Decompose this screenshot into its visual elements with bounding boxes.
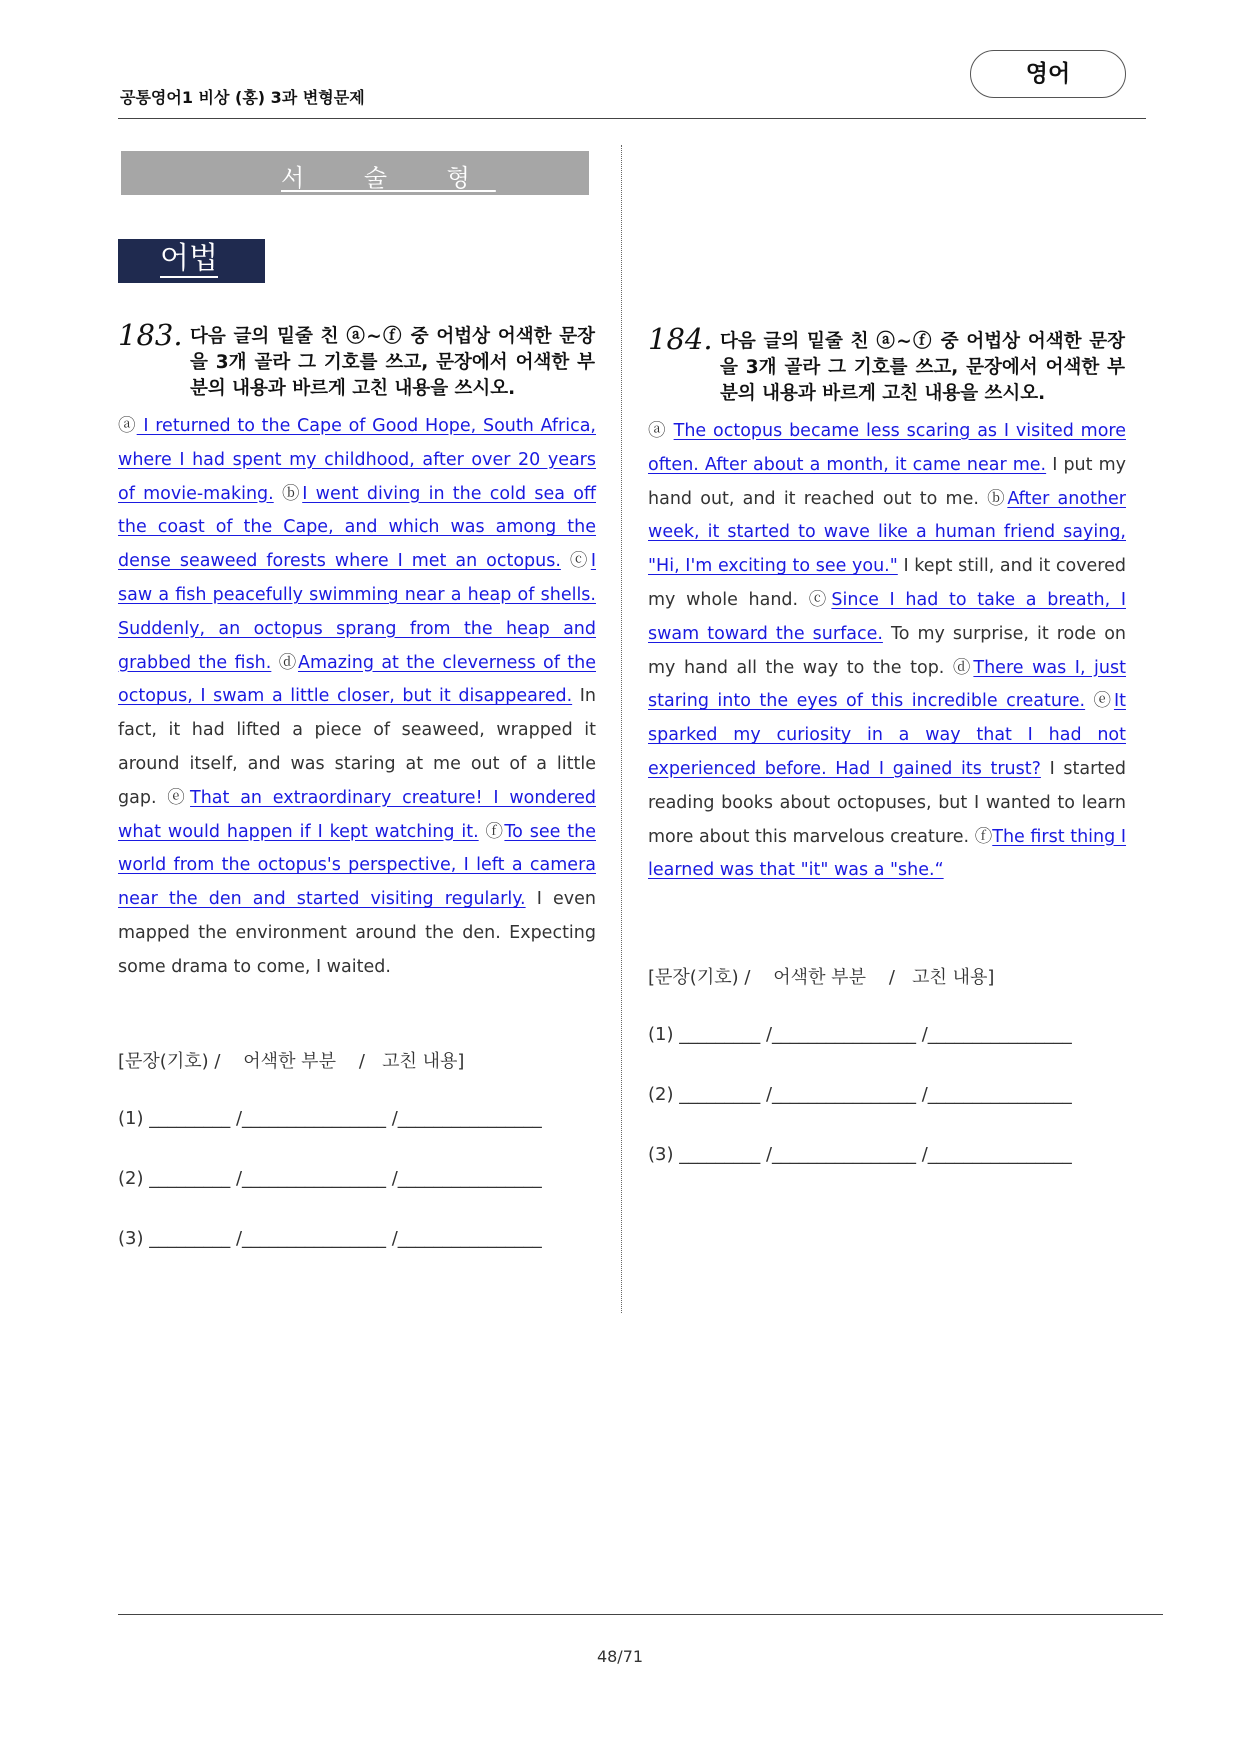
passage-text: To my surprise, it rode on my hand all the way to the top. ⓓ [648, 623, 1126, 678]
footer-rule [118, 1614, 1163, 1615]
question-passage-184 [648, 415, 1126, 888]
category-box [118, 239, 265, 283]
answer-line-184-2[interactable]: (2) _________ /________________ /________________ [648, 1084, 1072, 1105]
answer-line-184-1[interactable]: (1) _________ /________________ /________________ [648, 1024, 1072, 1045]
underlined-sentence: That an extraordinary creature! I wondered what would happen if I kept watching it. [118, 787, 596, 842]
answer-legend-183: [문장(기호) / 어색한 부분 / 고친 내용] [118, 1051, 465, 1072]
underlined-sentence: Amazing at the cleverness of the octopus, I swam a little closer, but it disappeared. [118, 652, 596, 707]
underlined-sentence: It sparked my curiosity in a way that I had not experienced before. Had I gained its trust? [648, 691, 1126, 779]
section-banner-label: 서 술 형 [281, 164, 496, 192]
question-number-183: 183. [118, 318, 183, 352]
question-passage-183 [118, 410, 596, 985]
underlined-sentence: The octopus became less scaring as I visited more often. After about a month, it came near me. [648, 421, 1126, 475]
column-divider [621, 145, 622, 1313]
underlined-sentence: There was I, just staring into the eyes of this incredible creature. [648, 657, 1126, 712]
question-number-184: 184. [648, 322, 713, 356]
document-header-title: 공통영어1 비상 (홍) 3과 변형문제 [120, 88, 365, 107]
answer-line-183-1[interactable]: (1) _________ /________________ /________________ [118, 1108, 542, 1129]
question-instruction-183: 다음 글의 밑줄 친 ⓐ~ⓕ 중 어법상 어색한 문장을 3개 골라 그 기호를 쓰고, 문장에서 어색한 부분의 내용과 바르게 고친 내용을 쓰시오. [190, 326, 595, 399]
page-number: 48/71 [596, 1647, 644, 1666]
passage-text: ⓑ [273, 483, 303, 504]
underlined-sentence: I saw a fish peacefully swimming near a heap of shells. Suddenly, an octopus sprang from the heap and grabbed the fish. [118, 551, 596, 673]
answer-legend-184: [문장(기호) / 어색한 부분 / 고친 내용] [648, 967, 995, 988]
underlined-sentence: The first thing I learned was that "it" was a "she.“ [648, 826, 1127, 881]
passage-text: ⓔ [1085, 691, 1114, 712]
question-instruction-184: 다음 글의 밑줄 친 ⓐ~ⓕ 중 어법상 어색한 문장을 3개 골라 그 기호를 쓰고, 문장에서 어색한 부분의 내용과 바르게 고친 내용을 쓰시오. [720, 331, 1125, 404]
passage-text: I kept still, and it covered my whole hand. ⓒ [648, 556, 1126, 610]
underlined-sentence: I went diving in the cold sea off the coast of the Cape, and which was among the dense seaweed forests where I met an octopus. [118, 483, 596, 572]
answer-line-184-3[interactable]: (3) _________ /________________ /________________ [648, 1144, 1072, 1165]
answer-line-183-3[interactable]: (3) _________ /________________ /________________ [118, 1228, 542, 1249]
underlined-sentence: I returned to the Cape of Good Hope, South Africa, where I had spent my childhood, after over 20 years of movie-making. [118, 416, 596, 504]
category-label: 어법 [160, 241, 218, 276]
section-banner [121, 151, 589, 195]
underlined-sentence: After another week, it started to wave like a human friend saying, "Hi, I'm exciting to see you." [648, 488, 1126, 577]
passage-text: I put my hand out, and it reached out to me. ⓑ [648, 454, 1126, 509]
passage-text: ⓕ [478, 821, 505, 842]
underlined-sentence: Since I had to take a breath, I swam toward the surface. [648, 589, 1126, 644]
passage-text: In fact, it had lifted a piece of seaweed, wrapped it around itself, and was staring at me out of a little gap. ⓔ [118, 686, 596, 808]
underlined-sentence: To see the world from the octopus's perspective, I left a camera near the den and started visiting regularly. [118, 821, 596, 910]
header-rule [118, 118, 1146, 119]
passage-text: ⓐ [648, 421, 674, 441]
passage-text: ⓓ [271, 652, 298, 673]
passage-text: I started reading books about octopuses, but I wanted to learn more about this marvelous creature. ⓕ [648, 758, 1127, 847]
passage-text: ⓒ [560, 551, 591, 572]
subject-badge: 영어 [970, 50, 1126, 98]
answer-line-183-2[interactable]: (2) _________ /________________ /________________ [118, 1168, 542, 1189]
passage-text: I even mapped the environment around the den. Expecting some drama to come, I waited. [118, 889, 596, 977]
passage-text: ⓐ [118, 416, 137, 436]
